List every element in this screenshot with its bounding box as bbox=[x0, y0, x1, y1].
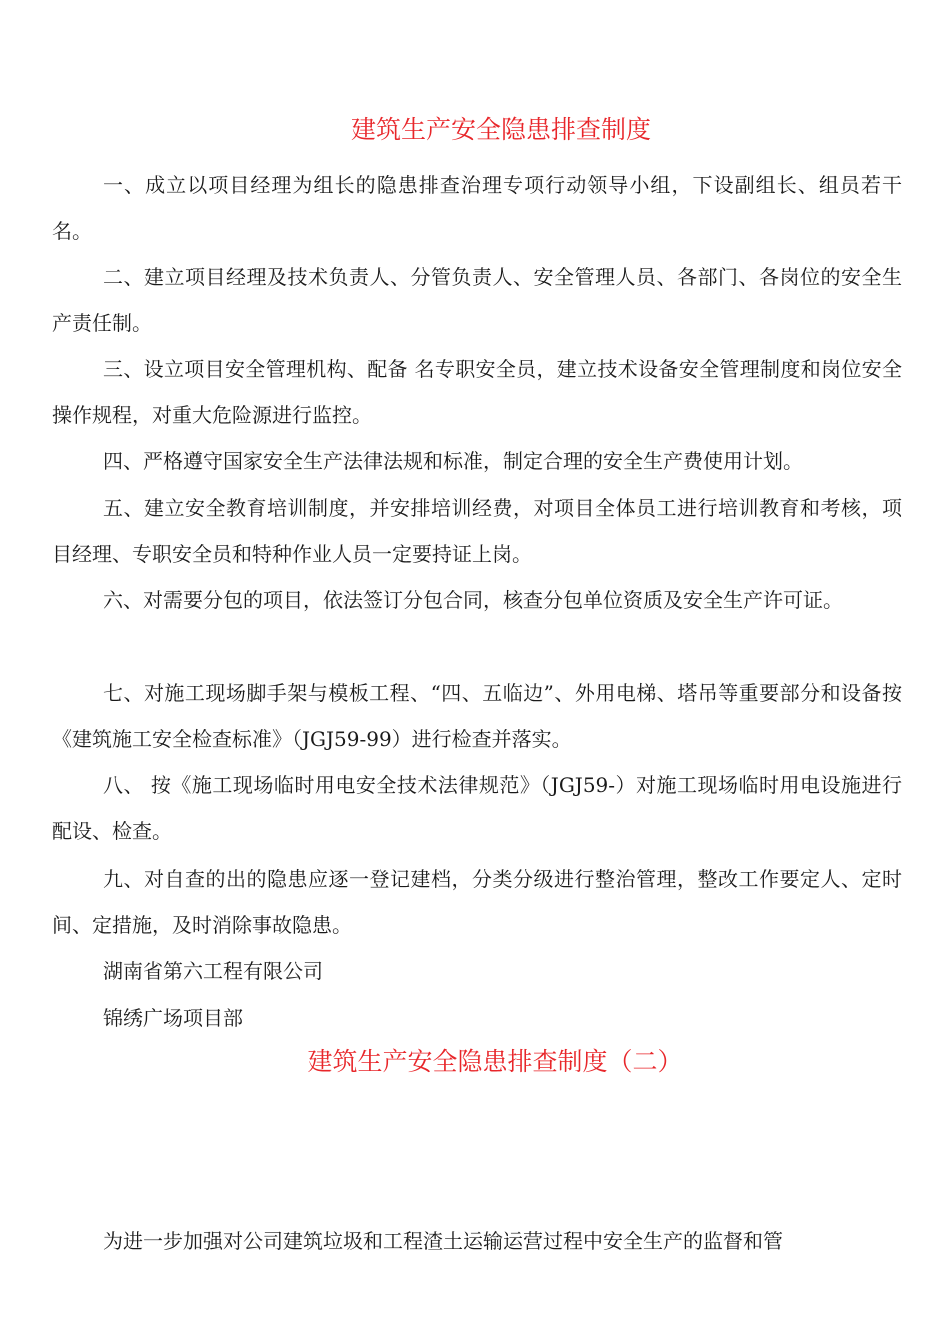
department-name: 锦绣广场项目部 bbox=[103, 1006, 243, 1030]
paragraph-7: 七、对施工现场脚手架与模板工程、“四、五临边”、外用电梯、塔吊等重要部分和设备按《建筑施工安全检查标准》（JGJ59-99）进行检查并落实。 bbox=[52, 681, 902, 751]
paragraph-9: 九、对自查的出的隐患应逐一登记建档，分类分级进行整治管理，整改工作要定人、定时间、定措施，及时消除事故隐患。 bbox=[52, 867, 902, 937]
company-name: 湖南省第六工程有限公司 bbox=[103, 959, 323, 983]
paragraph-8: 八、 按《施工现场临时用电安全技术法律规范》（JGJ59-）对施工现场临时用电设施进行配设、检查。 bbox=[52, 773, 902, 843]
paragraph-4: 四、严格遵守国家安全生产法律法规和标准，制定合理的安全生产费使用计划。 bbox=[103, 449, 803, 473]
document-title-2: 建筑生产安全隐患排查制度（二） bbox=[307, 1047, 683, 1076]
document-title: 建筑生产安全隐患排查制度 bbox=[350, 115, 651, 144]
paragraph-2: 二、建立项目经理及技术负责人、分管负责人、安全管理人员、各部门、各岗位的安全生产责任制。 bbox=[52, 265, 902, 335]
paragraph-5: 五、建立安全教育培训制度，并安排培训经费，对项目全体员工进行培训教育和考核，项目经理、专职安全员和特种作业人员一定要持证上岗。 bbox=[52, 496, 902, 566]
paragraph-6: 六、对需要分包的项目，依法签订分包合同，核查分包单位资质及安全生产许可证。 bbox=[103, 588, 843, 612]
paragraph-3: 三、设立项目安全管理机构、配备 名专职安全员，建立技术设备安全管理制度和岗位安全操作规程，对重大危险源进行监控。 bbox=[52, 357, 902, 427]
closing-paragraph: 为进一步加强对公司建筑垃圾和工程渣土运输运营过程中安全生产的监督和管 bbox=[103, 1229, 783, 1253]
paragraph-1: 一、成立以项目经理为组长的隐患排查治理专项行动领导小组，下设副组长、组员若干名。 bbox=[52, 173, 902, 243]
